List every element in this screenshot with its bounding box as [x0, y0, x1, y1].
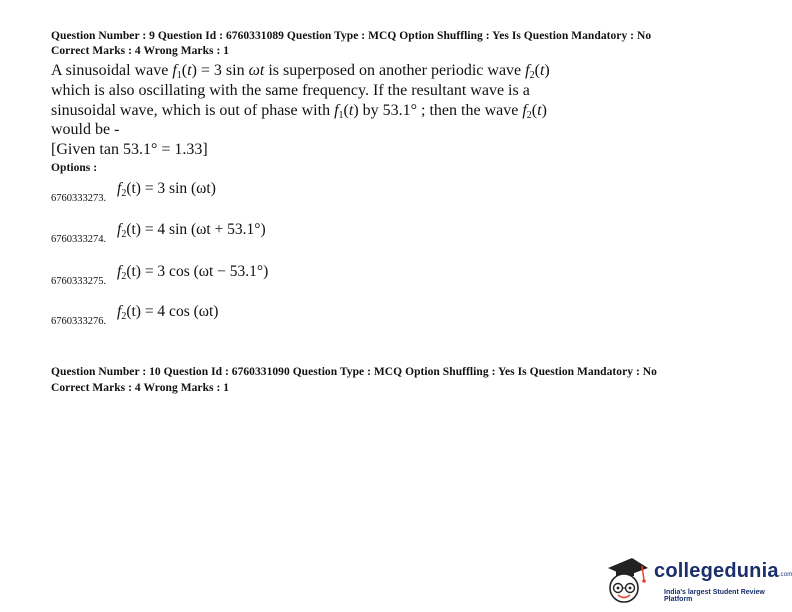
student-mascot-icon — [602, 556, 650, 608]
q9-text-line3: sinusoidal wave, which is out of phase with $f_1(t)$ by 53.1° ; then the wave $f_2(t)$ — [51, 102, 547, 121]
option-expression: $f_2(t) = 4$ sin (ωt + 53.1°) — [117, 221, 266, 240]
option-id: 6760333275. — [51, 276, 107, 287]
options-label: Options : — [51, 162, 98, 174]
option-expression: $f_2(t) = 3$ cos (ωt − 53.1°) — [117, 263, 269, 282]
option-expression: $f_2(t) = 3$ sin (ωt) — [117, 180, 216, 199]
option-expression: $f_2(t) = 4$ cos (ωt) — [117, 303, 219, 322]
q9-text-line1: A sinusoidal wave $f_1(t) = 3$ sin ωt is superposed on another periodic wave $f_2(t)$ — [51, 62, 550, 81]
q10-meta-line1: Question Number : 10 Question Id : 6760331090 Question Type : MCQ Option Shuffling : Yes Is Question Mandatory : No — [51, 366, 657, 378]
q9-text-line5: [Given tan 53.1° = 1.33] — [51, 141, 208, 158]
collegedunia-logo — [602, 556, 792, 608]
q9-meta-line1: Question Number : 9 Question Id : 6760331089 Question Type : MCQ Option Shuffling : Yes Is Question Mandatory : No — [51, 30, 652, 42]
option-id: 6760333276. — [51, 316, 107, 327]
logo-tagline: India's largest Student Review Platform — [664, 589, 765, 603]
q9-text-line4: would be - — [51, 121, 120, 138]
option-id: 6760333273. — [51, 193, 107, 204]
logo-wordmark: collegedunia.com — [654, 560, 792, 582]
q9-meta-line2: Correct Marks : 4 Wrong Marks : 1 — [51, 45, 230, 57]
q10-meta-line2: Correct Marks : 4 Wrong Marks : 1 — [51, 382, 230, 394]
q9-text-line2: which is also oscillating with the same frequency. If the resultant wave is a — [51, 82, 530, 99]
option-id: 6760333274. — [51, 234, 107, 245]
